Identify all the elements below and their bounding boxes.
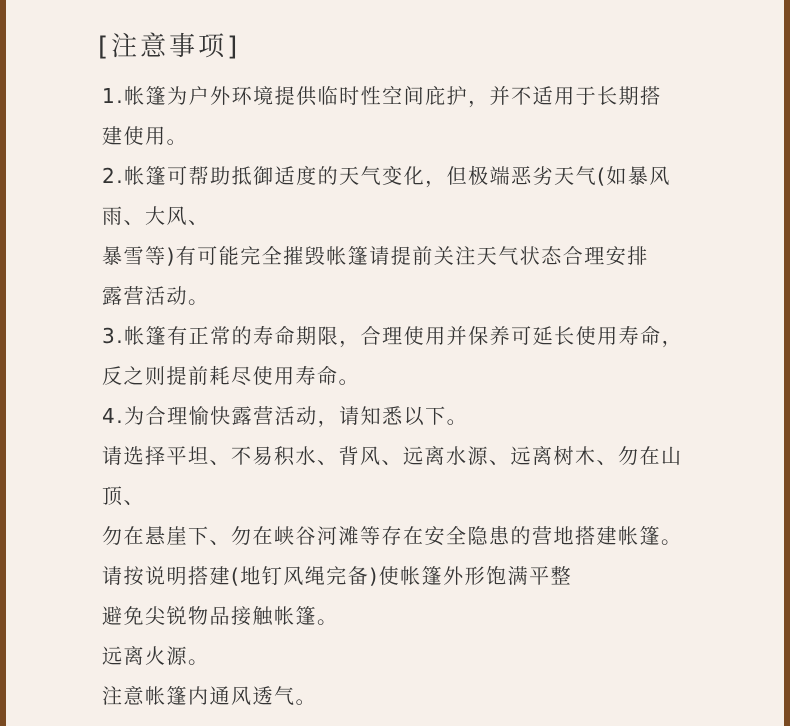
page-title: [注意事项] (98, 32, 241, 62)
notice-line: 暴雪等)有可能完全摧毁帐篷请提前关注天气状态合理安排 (102, 244, 649, 268)
notice-line: 避免尖锐物品接触帐篷。 (102, 604, 339, 628)
notice-line: 4.为合理愉快露营活动，请知悉以下。 (102, 404, 469, 428)
notice-line: 露营活动。 (102, 284, 210, 308)
notice-line: 注意帐篷内通风透气。 (102, 684, 317, 708)
notice-line: 勿在悬崖下、勿在峡谷河滩等存在安全隐患的营地搭建帐篷。 (102, 524, 683, 548)
notice-line: 1.帐篷为户外环境提供临时性空间庇护，并不适用于长期搭 (102, 84, 662, 108)
notice-panel (6, 0, 784, 726)
notice-line: 请选择平坦、不易积水、背风、远离水源、远离树木、勿在山 (102, 444, 683, 468)
notice-line: 请按说明搭建(地钉风绳完备)使帐篷外形饱满平整 (102, 564, 573, 588)
notice-line: 2.帐篷可帮助抵御适度的天气变化，但极端恶劣天气(如暴风 (102, 164, 671, 188)
notice-line: 雨、大风、 (102, 204, 210, 228)
notice-list (102, 76, 683, 716)
notice-line: 远离火源。 (102, 644, 210, 668)
notice-line: 3.帐篷有正常的寿命期限，合理使用并保养可延长使用寿命， (102, 324, 684, 348)
notice-line: 建使用。 (102, 124, 188, 148)
notice-line: 反之则提前耗尽使用寿命。 (102, 364, 360, 388)
notice-line: 顶、 (102, 484, 145, 508)
